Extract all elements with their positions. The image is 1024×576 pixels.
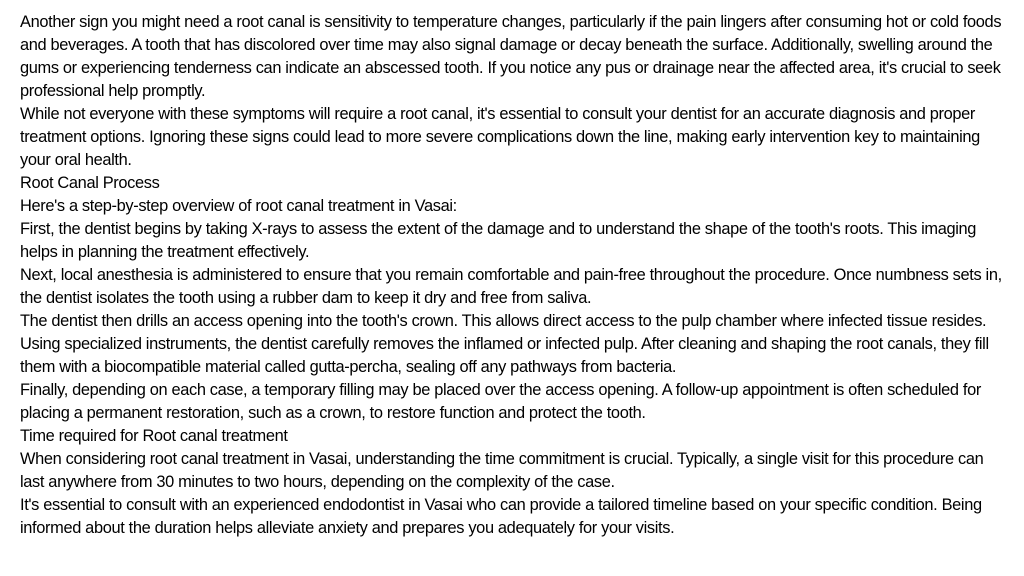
paragraph-consult-dentist: While not everyone with these symptoms will require a root canal, it's essential to consult your dentist for an accurate diagnosis and proper treatment options. Ignoring these signs could lead to more severe complications down the line, making early intervention key to maintaining your oral health. [20, 105, 980, 169]
paragraph-overview-intro: Here's a step-by-step overview of root canal treatment in Vasai: [20, 197, 457, 215]
paragraph-step-pulp-removal: Using specialized instruments, the dentist carefully removes the inflamed or infected pulp. After cleaning and shaping the root canals, they fill them with a biocompatible material called gutta-percha, sealing off any pathways from bacteria. [20, 335, 989, 376]
heading-time-required: Time required for Root canal treatment [20, 427, 288, 445]
paragraph-step-filling: Finally, depending on each case, a temporary filling may be placed over the access opening. A follow-up appointment is often scheduled for placing a permanent restoration, such as a crown, to restore function and protect the tooth. [20, 381, 981, 422]
paragraph-step-anesthesia: Next, local anesthesia is administered to ensure that you remain comfortable and pain-free throughout the procedure. Once numbness sets in, the dentist isolates the tooth using a rubber dam to keep it dry and free from saliva. [20, 266, 1002, 307]
paragraph-step-xrays: First, the dentist begins by taking X-rays to assess the extent of the damage and to understand the shape of the tooth's roots. This imaging helps in planning the treatment effectively. [20, 220, 977, 261]
paragraph-time-commitment: When considering root canal treatment in Vasai, understanding the time commitment is crucial. Typically, a single visit for this procedure can last anywhere from 30 minutes to two hours, depending on the complexity of the case. [20, 450, 984, 491]
heading-root-canal-process: Root Canal Process [20, 174, 160, 192]
paragraph-root-canal-signs: Another sign you might need a root canal is sensitivity to temperature changes, particularly if the pain lingers after consuming hot or cold foods and beverages. A tooth that has discolored over time may also signal damage or decay beneath the surface. Additionally, swelling around the gums or experiencing tenderness can indicate an abscessed tooth. If you notice any pus or drainage near the affected area, it's crucial to seek professional help promptly. [20, 13, 1002, 100]
paragraph-step-access-opening: The dentist then drills an access opening into the tooth's crown. This allows direct access to the pulp chamber where infected tissue resides. [20, 312, 987, 330]
paragraph-endodontist-consult: It's essential to consult with an experienced endodontist in Vasai who can provide a tailored timeline based on your specific condition. Being informed about the duration helps alleviate anxiety and prepares you adequately for your visits. [20, 496, 982, 537]
